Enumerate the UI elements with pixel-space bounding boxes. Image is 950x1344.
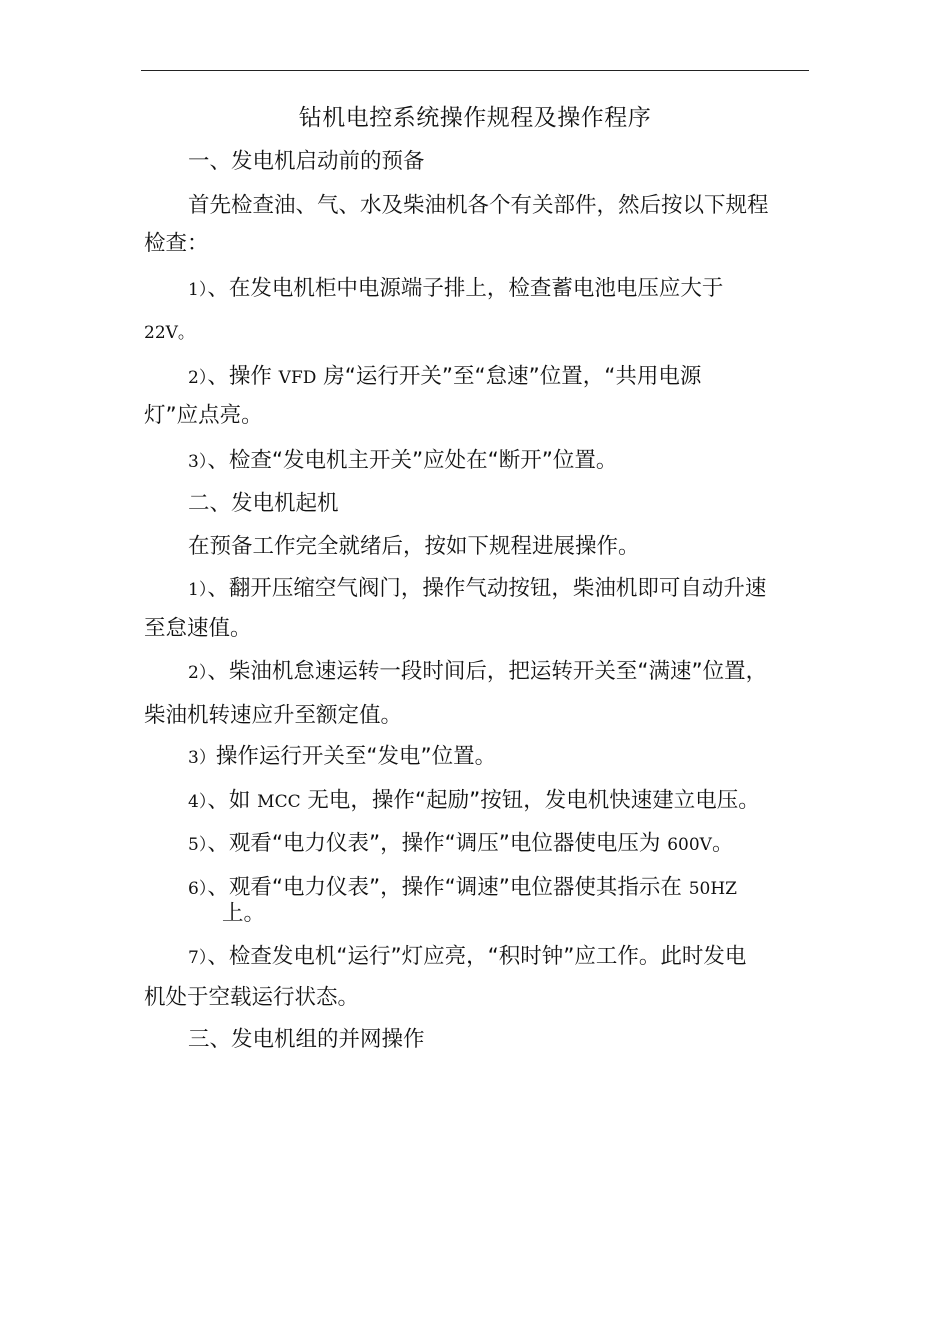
section2-item2-line2: 柴油机转速应升至额定值。: [144, 703, 403, 728]
item-text: 、翻开压缩空气阀门，操作气动按钮，柴油机即可自动升速: [207, 576, 767, 601]
section1-item2-line1: [188, 362, 701, 393]
item-number: 2）: [188, 368, 208, 388]
item-number: 6）: [188, 879, 208, 899]
item-code: MCC: [257, 792, 301, 812]
item-text: 房“运行开关”至“怠速”位置，“共用电源: [316, 364, 702, 389]
section3-heading: 三、发电机组的并网操作: [188, 1027, 425, 1052]
item-text: 、柴油机怠速运转一段时间后，把运转开关至“满速”位置，: [207, 659, 768, 684]
item-code: 600V: [667, 835, 712, 855]
section2-item3-line1: [188, 742, 496, 773]
item-text: 、检查“发电机主开关”应处在“断开”位置。: [207, 448, 618, 473]
section1-item3-line1: [188, 446, 617, 477]
item-text: 、检查发电机“运行”灯应亮，“积时钟”应工作。此时发电: [207, 944, 747, 969]
item-text: 操作运行开关至“发电”位置。: [215, 744, 497, 769]
section1-item1-line2: 22V。: [144, 323, 195, 343]
item-text: 无电，操作“起励”按钮，发电机快速建立电压。: [300, 788, 760, 813]
item-text: 、在发电机柜中电源端子排上，检查蓄电池电压应大于: [207, 276, 724, 301]
item-text: 、观看“电力仪表”，操作“调速”电位器使其指示在: [207, 875, 689, 900]
item-number: 7）: [188, 948, 208, 968]
item-text: 、操作: [207, 364, 279, 389]
item-code: 50HZ: [688, 879, 737, 899]
item-number: 1）: [188, 580, 208, 600]
item-number: 3）: [188, 748, 216, 768]
document-title: 钻机电控系统操作规程及操作程序: [298, 105, 652, 131]
section2-item6-line2: 上。: [222, 901, 266, 926]
section2-heading: 二、发电机起机: [188, 491, 339, 516]
item-number: 5）: [188, 835, 208, 855]
item-code: VFD: [278, 368, 317, 388]
item-text: 。: [711, 831, 734, 856]
section2-item1-line1: [188, 574, 766, 605]
section2-intro: 在预备工作完全就绪后，按如下规程进展操作。: [188, 534, 640, 559]
item-number: 3）: [188, 452, 208, 472]
section2-item4-line1: [188, 786, 760, 817]
header-rule: [141, 70, 809, 71]
section1-item1-line1: [188, 274, 723, 305]
section1-item2-line2: 灯”应点亮。: [144, 403, 263, 428]
section2-item7-line2: 机处于空载运行状态。: [144, 985, 360, 1010]
section2-item1-line2: 至怠速值。: [144, 616, 252, 641]
section1-intro-line1: 首先检查油、气、水及柴油机各个有关部件，然后按以下规程: [188, 193, 769, 218]
item-number: 1）: [188, 280, 208, 300]
section2-item2-line1: [188, 657, 767, 688]
section1-heading: 一、发电机启动前的预备: [188, 149, 425, 174]
section2-item6-line1: [188, 873, 737, 904]
section2-item5-line1: [188, 829, 733, 860]
item-number: 2）: [188, 663, 208, 683]
item-text: 、如: [207, 788, 258, 813]
section2-item7-line1: [188, 942, 746, 973]
section1-intro-line2: 检查：: [144, 231, 209, 256]
item-text: 、观看“电力仪表”，操作“调压”电位器使电压为: [207, 831, 668, 856]
item-number: 4）: [188, 792, 208, 812]
